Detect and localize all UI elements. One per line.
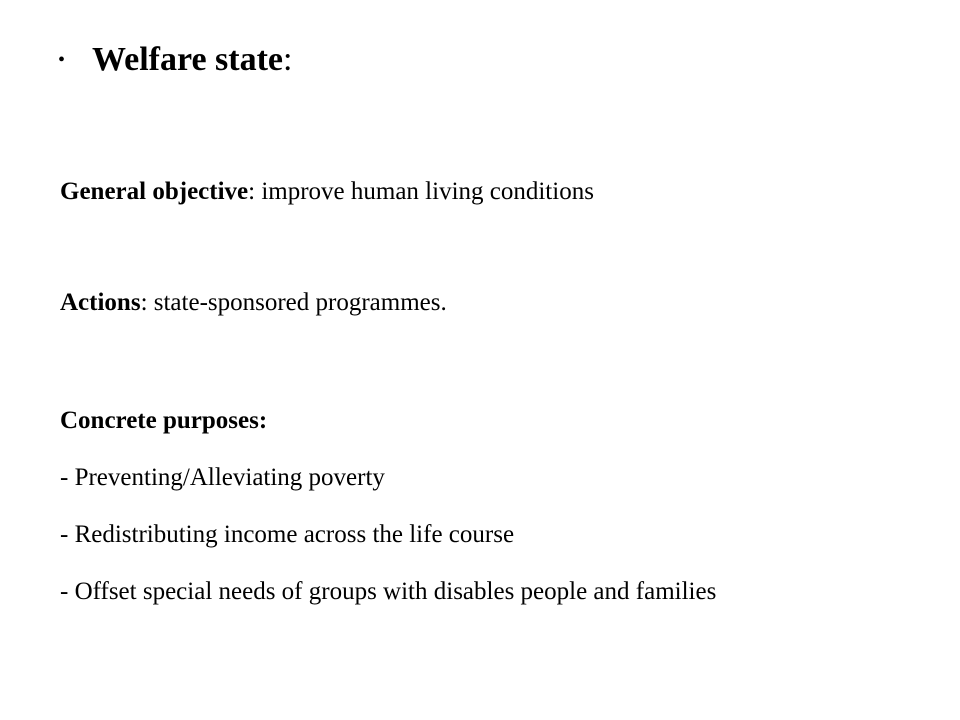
- concrete-purposes-label: Concrete purposes:: [60, 407, 268, 434]
- general-objective-line: [60, 176, 594, 208]
- actions-text: : state-sponsored programmes.: [140, 289, 447, 316]
- purpose-item: - Redistributing income across the life course: [60, 521, 515, 548]
- general-objective-text: : improve human living conditions: [248, 178, 594, 205]
- concrete-purposes-heading: [60, 405, 267, 437]
- purpose-item: - Preventing/Alleviating poverty: [60, 464, 385, 491]
- slide-title-suffix: :: [283, 41, 293, 78]
- actions-label: Actions: [60, 289, 141, 316]
- actions-line: [60, 287, 447, 319]
- bullet-icon: •: [58, 49, 66, 71]
- title-row: [58, 40, 292, 80]
- purpose-item: - Offset special needs of groups with disables people and families: [60, 578, 717, 605]
- slide-title-main: Welfare state: [92, 41, 284, 78]
- general-objective-label: General objective: [60, 178, 249, 205]
- slide-title: [92, 40, 292, 80]
